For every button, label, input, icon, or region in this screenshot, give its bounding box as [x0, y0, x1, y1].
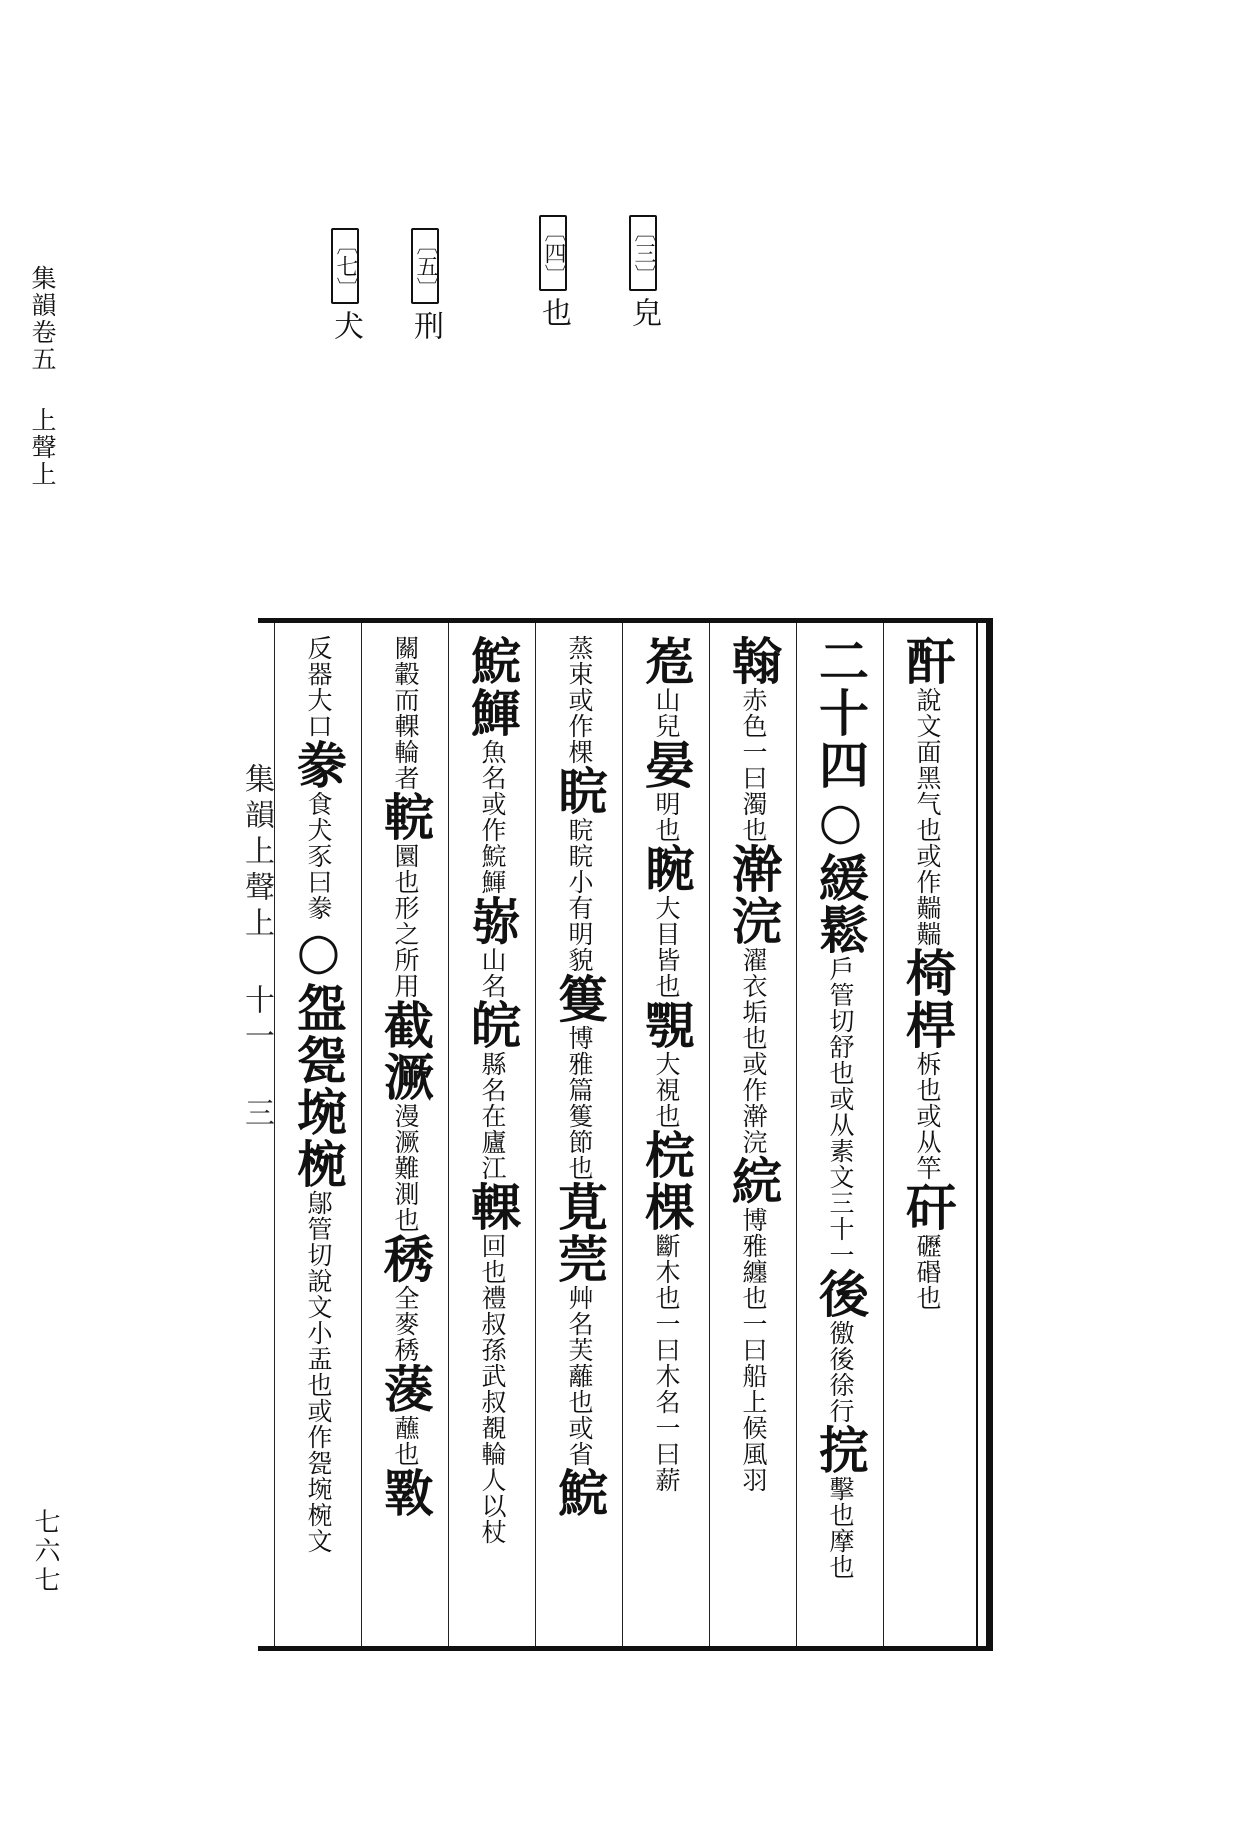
collation-note [328, 228, 363, 340]
block-margin-label: 集韻上聲上 十一 三 [239, 763, 274, 1133]
text-column [637, 635, 696, 1630]
gloss: 礰䃉也 [913, 1233, 942, 1311]
gloss: 山兒 [652, 687, 681, 739]
gloss: 艸名芙蘺也或省 [565, 1285, 594, 1467]
headword: 捖 [811, 1424, 870, 1476]
gloss: 魚名或作鯇鯶 [478, 739, 507, 895]
headword: 鯇 [550, 1467, 609, 1519]
headword: 㟜 [463, 895, 522, 947]
gloss: 圜也形之所用 [391, 843, 420, 999]
gloss: 博雅纏也一曰船上候風羽 [739, 1207, 768, 1493]
headword: 截 [376, 999, 435, 1051]
gloss: 柝也或从竿 [913, 1051, 942, 1181]
gloss: 明也 [652, 791, 681, 843]
headword: 椅桿 [898, 947, 957, 1051]
note-marker: 〔三〕 [629, 215, 657, 291]
text-column [289, 635, 348, 1630]
headword: 鯇鯶 [463, 635, 522, 739]
headword: 綄 [724, 1155, 783, 1207]
text-column [811, 635, 870, 1630]
headword: 矸 [898, 1181, 957, 1233]
gloss: 濯衣垢也或作澣浣 [739, 947, 768, 1155]
headword: 斁 [376, 1467, 435, 1519]
collation-note [626, 215, 661, 327]
headword: 篗 [550, 973, 609, 1025]
gloss: 戶管切舒也或从素文三十一 [826, 956, 855, 1268]
headword: 莧莞 [550, 1181, 609, 1285]
headword: 後 [811, 1268, 870, 1320]
column-rule [535, 623, 536, 1646]
headword: 澣浣 [724, 843, 783, 947]
note-text: 刑 [408, 310, 443, 340]
headword: 蔆 [376, 1363, 435, 1415]
gloss: 鄔管切說文小盂也或作㼝埦椀文 [304, 1190, 333, 1554]
gloss: 蘸也 [391, 1415, 420, 1467]
column-rule [448, 623, 449, 1646]
gloss: 徼後徐行 [826, 1320, 855, 1424]
headword: 輐 [376, 791, 435, 843]
note-marker: 〔七〕 [331, 228, 359, 304]
collation-note [536, 215, 571, 327]
text-column [550, 635, 609, 1630]
column-rule [883, 623, 884, 1646]
page-number: 七六七 [30, 1508, 60, 1595]
headword: 晏 [637, 739, 696, 791]
headword: 䅎 [376, 1233, 435, 1285]
headword: 覨 [637, 999, 696, 1051]
headword: 峞 [637, 635, 696, 687]
gloss: 漫㵐難測也 [391, 1103, 420, 1233]
text-column [724, 635, 783, 1630]
gloss: 說文面黑气也或作䵎䵎 [913, 687, 942, 947]
note-text: 犬 [328, 310, 363, 340]
gloss: 斷木也一曰木名一曰薪 [652, 1233, 681, 1493]
woodblock-page [239, 618, 993, 1651]
note-marker: 〔四〕 [539, 215, 567, 291]
gloss: 關轂而輠輪者 [391, 635, 420, 791]
headword: 二十四○緩鬆 [811, 635, 870, 956]
gloss: 山名 [478, 947, 507, 999]
column-rule [274, 623, 275, 1646]
column-rule [709, 623, 710, 1646]
note-text: 也 [536, 297, 571, 327]
text-column [463, 635, 522, 1630]
column-rule [361, 623, 362, 1646]
headword: 豢 [289, 739, 348, 791]
headword: 睕 [637, 843, 696, 895]
gloss: 擊也摩也 [826, 1476, 855, 1580]
headword: 睆 [550, 765, 609, 817]
gloss: 回也禮叔孫武叔覩輪人以杖 [478, 1233, 507, 1545]
gloss: 大目皆也 [652, 895, 681, 999]
text-column [898, 635, 957, 1630]
gloss: 蒸束或作棵 [565, 635, 594, 765]
margin-title-volume: 集韻卷五 [28, 265, 57, 373]
column-rule [796, 623, 797, 1646]
collation-note [408, 228, 443, 340]
headword: 㵐 [376, 1051, 435, 1103]
gloss: 博雅篇篗節也 [565, 1025, 594, 1181]
headword: 梡棵 [637, 1129, 696, 1233]
headword: 皖 [463, 999, 522, 1051]
headword: ○盌㼝埦椀 [289, 921, 348, 1190]
gloss: 縣名在廬江 [478, 1051, 507, 1181]
headword: 輠 [463, 1181, 522, 1233]
note-text: 皃 [626, 297, 661, 327]
gloss: 赤色一曰濁也 [739, 687, 768, 843]
note-marker: 〔五〕 [411, 228, 439, 304]
headword: 酐 [898, 635, 957, 687]
text-column [376, 635, 435, 1630]
column-rule [622, 623, 623, 1646]
gloss: 大視也 [652, 1051, 681, 1129]
margin-title-section: 上聲上 [28, 407, 57, 488]
gloss: 睆睆小有明貌 [565, 817, 594, 973]
gloss: 食犬豕曰豢 [304, 791, 333, 921]
gloss: 全麥䅎 [391, 1285, 420, 1363]
gloss: 反器大口 [304, 635, 333, 739]
margin-title [30, 265, 55, 488]
headword: 翰 [724, 635, 783, 687]
